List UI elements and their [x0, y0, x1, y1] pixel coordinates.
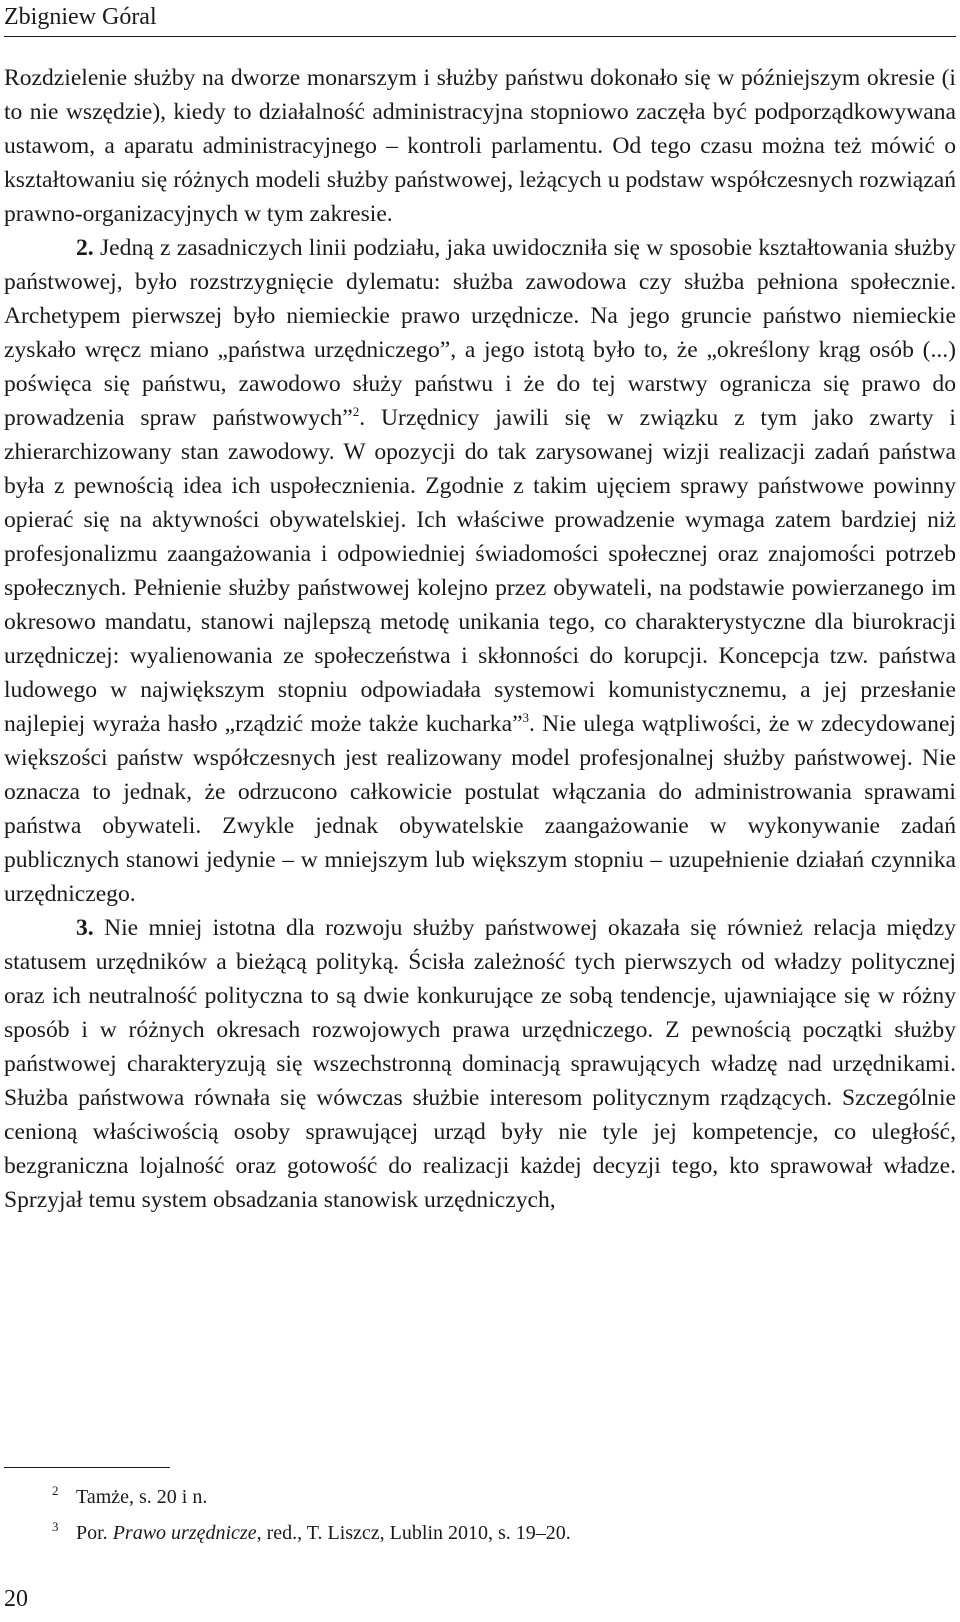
footnote-3	[52, 1516, 932, 1552]
paragraph-2-text-a: Jedną z zasadniczych linii podziału, jaka uwidoczniła się w sposobie kształtowania służby państwowej, było rozstrzygnięcie dylematu: służba zawodowa czy służba pełniona społecznie. Archetypem pierwszej było niemieckie prawo urzędnicze. Na jego gruncie państwo niemieckie zyskało wręcz miano „państwa urzędniczego”, a jego istotą było to, że „określony krąg osób (...) poświęca się państwu, zawodowo służy państwu i że do tej warstwy ogranicza się prawo do prowadzenia spraw państwowych”	[4, 235, 956, 431]
footnote-text-main: Por.	[76, 1522, 113, 1544]
running-head-author: Zbigniew Góral	[4, 4, 157, 30]
footnotes	[52, 1480, 932, 1552]
paragraph-3	[4, 911, 956, 1217]
paragraph-2-text-b: . Urzędnicy jawili się w związku z tym jako zwarty i zhierarchizowany stan zawodowy. W opozycji do tak zarysowanej wizji realizacji zadań państwa była z pewnością idea ich uspołecznienia. Zgodnie z takim ujęciem sprawy państwowe powinny opierać się na aktywności obywatelskiej. Ich właściwe prowadzenie wymaga zatem bardziej niż profesjonalizmu zaangażowania i odpowiedniej świadomości społecznej oraz znajomości potrzeb społecznych. Pełnienie służby państwowej kolejno przez obywateli, na podstawie powierzanego im okresowo mandatu, stanowi najlepszą metodę unikania tego, co charakterystyczne dla biurokracji urzędniczej: wyalienowania ze społeczeństwa i skłonności do korupcji. Koncepcja tzw. państwa ludowego w największym stopniu odpowiadała systemowi komunistycznemu, a jej przesłanie najlepiej wyraża hasło „rządzić może także kucharka”	[4, 405, 956, 737]
paragraph-3-text: Nie mniej istotna dla rozwoju służby państwowej okazała się również relacja między statusem urzędników a bieżącą polityką. Ścisła zależność tych pierwszych od władzy politycznej oraz ich neutralność polityczna to są dwie konkurujące ze sobą tendencje, ujawniające się w różny sposób i w różnych okresach rozwojowych prawa urzędniczego. Z pewnością początki służby państwowej charakteryzują się wszechstronną dominacją sprawujących władzę nad urzędnikami. Służba państwowa równała się wówczas służbie interesom politycznym rządzących. Szczególnie cenioną właściwością osoby sprawującej urząd były nie tyle jej kompetencje, co uległość, bezgraniczna lojalność oraz gotowość do realizacji każdej decyzji tego, kto sprawował władze. Sprzyjał temu system obsadzania stanowisk urzędniczych,	[4, 915, 956, 1213]
paragraph-2-text-c: . Nie ulega wątpliwości, że w zdecydowanej większości państw współczesnych jest realizowany model profesjonalnej służby państwowej. Nie oznacza to jednak, że odrzucono całkowicie postulat włączania do administrowania sprawami państwa obywateli. Zwykle jednak obywatelskie zaangażowanie w wykonywanie zadań publicznych stanowi jedynie – w mniejszym lub większym stopniu – uzupełnienie działań czynnika urzędniczego.	[4, 711, 956, 907]
paragraph-3-number: 3.	[76, 915, 94, 941]
paragraph-2	[4, 231, 956, 911]
footnote-text-italic: Prawo urzędnicze	[112, 1522, 257, 1544]
paragraph-2-number: 2.	[76, 235, 94, 261]
body-text	[4, 61, 956, 1217]
footnote-rule	[4, 1467, 170, 1468]
footnote-number: 3	[52, 1519, 59, 1534]
page-number: 20	[4, 1586, 28, 1612]
footnote-2	[52, 1480, 932, 1516]
footnote-text	[76, 1516, 571, 1550]
footnote-text-main: Tamże, s. 20 i n.	[76, 1486, 208, 1508]
footnote-text	[76, 1480, 207, 1514]
footnote-text-rest: , red., T. Liszcz, Lublin 2010, s. 19–20.	[256, 1522, 571, 1544]
header-rule	[4, 36, 956, 37]
footnote-ref-2[interactable]: 2	[352, 404, 360, 420]
footnote-ref-3[interactable]: 3	[522, 710, 530, 726]
paragraph-1: Rozdzielenie służby na dworze monarszym i służby państwu dokonało się w późniejszym okresie (i to nie wszędzie), kiedy to działalność administracyjna stopniowo zaczęła być podporządkowywana ustawom, a aparatu administracyjnego – kontroli parlamentu. Od tego czasu można też mówić o kształtowaniu się różnych modeli służby państwowej, leżących u podstaw współczesnych rozwiązań prawno-organizacyjnych w tym zakresie.	[4, 65, 956, 227]
footnote-number: 2	[52, 1483, 59, 1498]
